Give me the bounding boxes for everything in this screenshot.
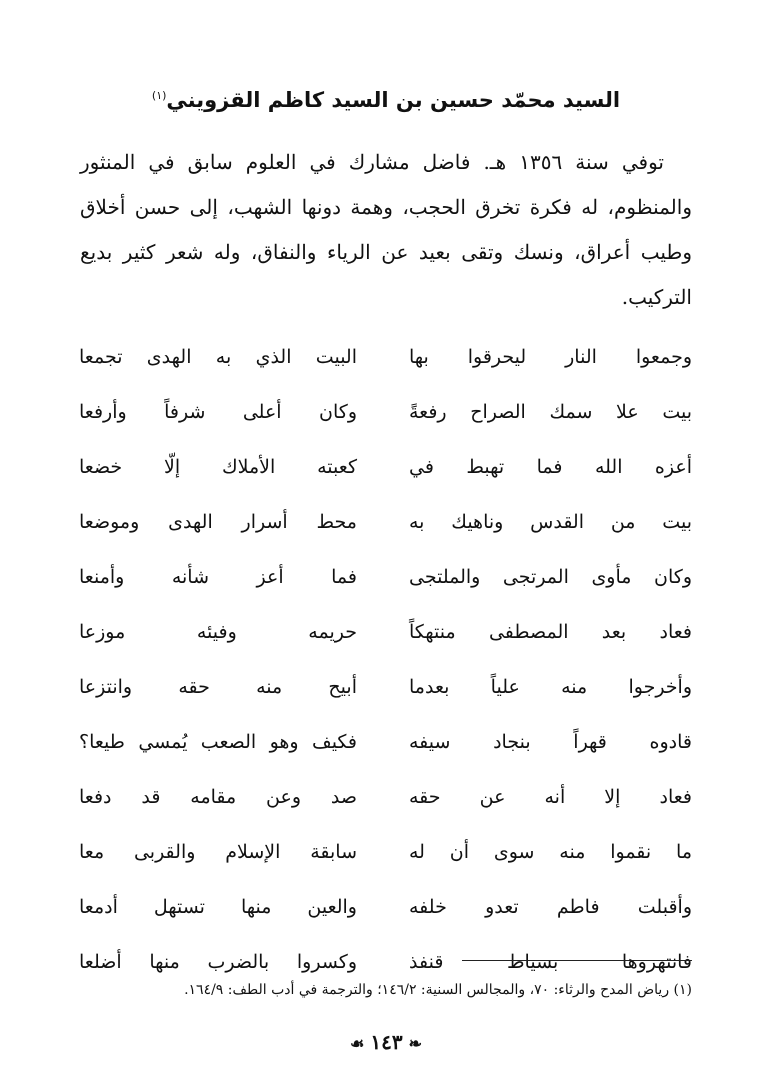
verse-line: [0, 558, 772, 613]
footnote: (١) رياض المدح والرثاء: ٧٠، والمجالس السنية: ١٤٦/٢؛ والترجمة في أدب الطف: ١٦٤/٩.: [184, 982, 692, 998]
verse-line: [0, 778, 772, 833]
first-hemistich: وأقبلت فاطم تعدو خلفه: [409, 896, 692, 918]
second-hemistich: كعبته الأملاك إلّا خضعا: [79, 456, 357, 478]
first-hemistich: بيت من القدس وناهيك به: [409, 511, 692, 533]
verse-line: [0, 888, 772, 943]
verse-line: [0, 448, 772, 503]
poem: [0, 338, 772, 998]
first-hemistich: ما نقموا منه سوى أن له: [409, 841, 692, 863]
ornament-right-icon: ☙: [350, 1034, 365, 1053]
biography-text: توفي سنة ١٣٥٦ هـ. فاضل مشارك في العلوم سابق في المنثور والمنظوم، له فكرة تخرق الحجب، وهمة دونها الشهب، إلى حسن أخلاق وطيب أعراق، ونسك وتقى بعيد عن الرياء والنفاق، وله شعر كثير بديع التركيب.: [80, 150, 693, 309]
second-hemistich: فما أعز شأنه وأمنعا: [79, 566, 357, 588]
ornament-left-icon: ❧: [408, 1034, 422, 1053]
second-hemistich: البيت الذي به الهدى تجمعا: [79, 346, 357, 368]
first-hemistich: وكان مأوى المرتجى والملتجى: [409, 566, 692, 588]
first-hemistich: فعاد إلا أنه عن حقه: [409, 786, 692, 808]
page-number: [0, 1030, 772, 1054]
first-hemistich: قادوه قهراً بنجاد سيفه: [409, 731, 692, 753]
second-hemistich: أبيح منه حقه وانتزعا: [79, 676, 357, 698]
second-hemistich: سابقة الإسلام والقربى معا: [79, 841, 357, 863]
first-hemistich: فانتهروها بسياط قنفذ: [409, 951, 692, 973]
first-hemistich: وجمعوا النار ليحرقوا بها: [409, 346, 692, 368]
second-hemistich: حريمه وفيئه موزعا: [79, 621, 357, 643]
second-hemistich: وكان أعلى شرفاً وأرفعا: [79, 401, 357, 423]
verse-line: [0, 668, 772, 723]
first-hemistich: فعاد بعد المصطفى منتهكاً: [409, 621, 692, 643]
second-hemistich: صد وعن مقامه قد دفعا: [79, 786, 357, 808]
footnote-separator: [462, 960, 692, 961]
first-hemistich: بيت علا سمك الصراح رفعةً: [409, 401, 692, 423]
poet-name: السيد محمّد حسين بن السيد كاظم القزويني: [166, 88, 621, 112]
verse-line: [0, 613, 772, 668]
verse-line: [0, 393, 772, 448]
second-hemistich: وكسروا بالضرب منها أضلعا: [79, 951, 357, 973]
verse-line: [0, 503, 772, 558]
verse-line: [0, 723, 772, 778]
second-hemistich: والعين منها تستهل أدمعا: [79, 896, 357, 918]
first-hemistich: وأخرجوا منه علياً بعدما: [409, 676, 692, 698]
poet-heading: [0, 88, 772, 112]
first-hemistich: أعزه الله فما تهبط في: [409, 456, 692, 478]
biography-paragraph: [80, 140, 692, 320]
footnote-marker: (١): [151, 89, 167, 102]
verse-line: [0, 338, 772, 393]
second-hemistich: محط أسرار الهدى وموضعا: [79, 511, 357, 533]
second-hemistich: فكيف وهو الصعب يُمسي طيعا؟: [79, 731, 357, 753]
page-number-text: ١٤٣: [370, 1030, 403, 1054]
verse-line: [0, 833, 772, 888]
